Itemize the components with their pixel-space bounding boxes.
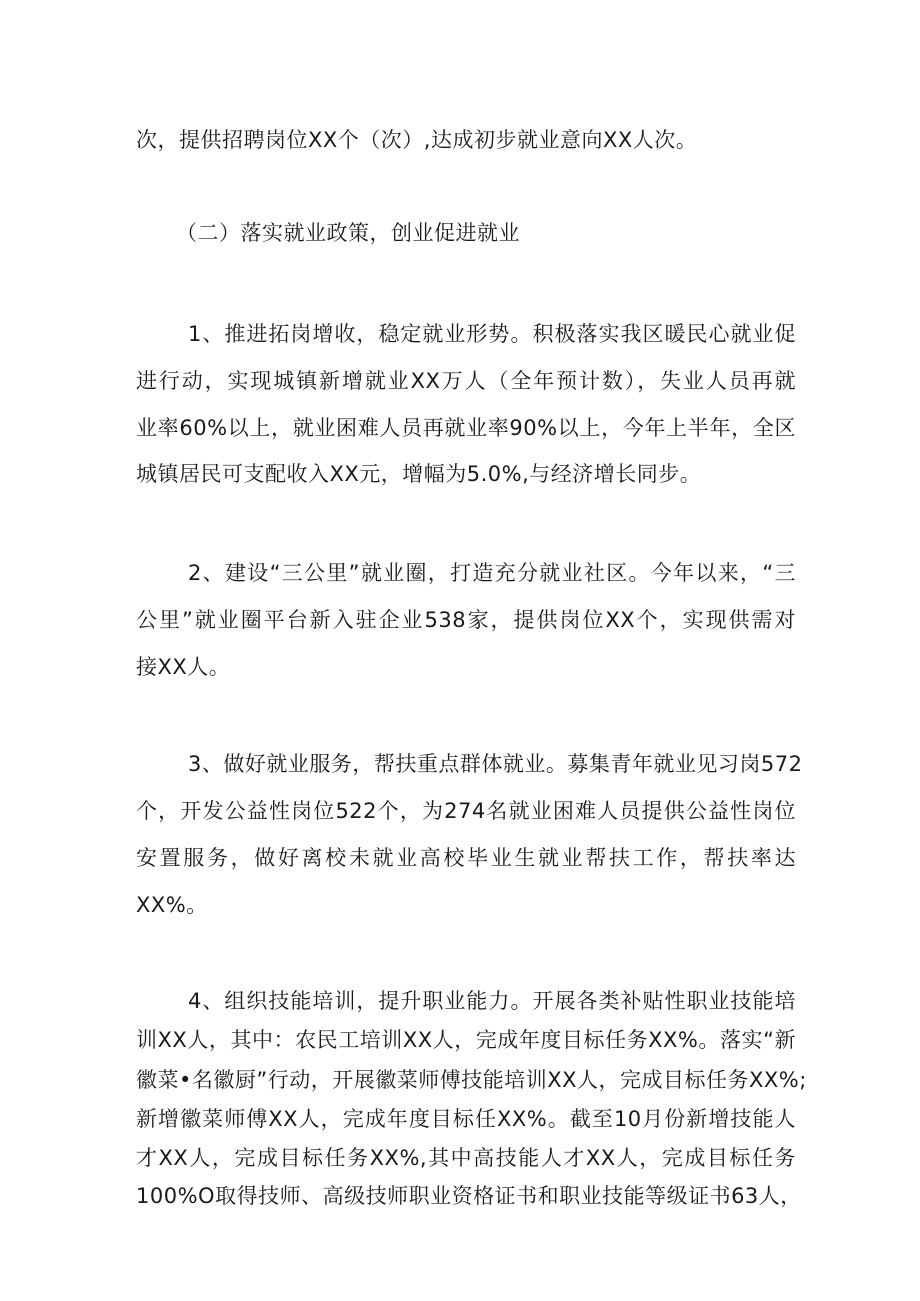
paragraph-line: 公里”就业圈平台新入驻企业538家，提供岗位XX个，实现供需对 [136, 608, 796, 632]
paragraph-line: 安置服务，做好离校未就业高校毕业生就业帮扶工作，帮扶率达 [136, 846, 796, 870]
paragraph-line: 1、推进拓岗增收，稳定就业形势。积极落实我区暖民心就业促 [188, 322, 796, 346]
paragraph-line: 个，开发公益性岗位522个，为274名就业困难人员提供公益性岗位 [136, 799, 796, 823]
paragraph-line: 接XX人。 [136, 655, 231, 679]
paragraph-line: 进行动，实现城镇新增就业XX万人（全年预计数），失业人员再就 [136, 369, 796, 393]
paragraph-line: 才XX人，完成目标任务XX%,其中高技能人才XX人，完成目标任务 [136, 1146, 796, 1170]
section-heading: （二）落实就业政策，创业促进就业 [176, 221, 520, 245]
paragraph-line: 100%O取得技师、高级技师职业资格证书和职业技能等级证书63人， [136, 1184, 802, 1208]
paragraph-line: 城镇居民可支配收入XX元，增幅为5.0%,与经济增长同步。 [136, 462, 702, 486]
paragraph-line: 训XX人，其中：农民工培训XX人，完成年度目标任务XX%。落实“新 [136, 1028, 796, 1052]
paragraph-line: 徽菜•名徽厨”行动，开展徽菜师傅技能培训XX人，完成目标任务XX%; [136, 1068, 807, 1092]
paragraph-line: 4、组织技能培训，提升职业能力。开展各类补贴性职业技能培 [188, 989, 796, 1013]
paragraph-line: 3、做好就业服务，帮扶重点群体就业。募集青年就业见习岗572 [188, 752, 803, 776]
paragraph-line: 新增徽菜师傅XX人，完成年度目标任XX%。截至10月份新增技能人 [136, 1107, 796, 1131]
paragraph-line: XX%。 [136, 893, 208, 917]
paragraph-line: 2、建设“三公里”就业圈，打造充分就业社区。今年以来，“三 [188, 561, 796, 585]
intro-line: 次，提供招聘岗位XX个（次）,达成初步就业意向XX人次。 [136, 128, 698, 152]
paragraph-line: 业率60%以上，就业困难人员再就业率90%以上，今年上半年，全区 [136, 416, 796, 440]
